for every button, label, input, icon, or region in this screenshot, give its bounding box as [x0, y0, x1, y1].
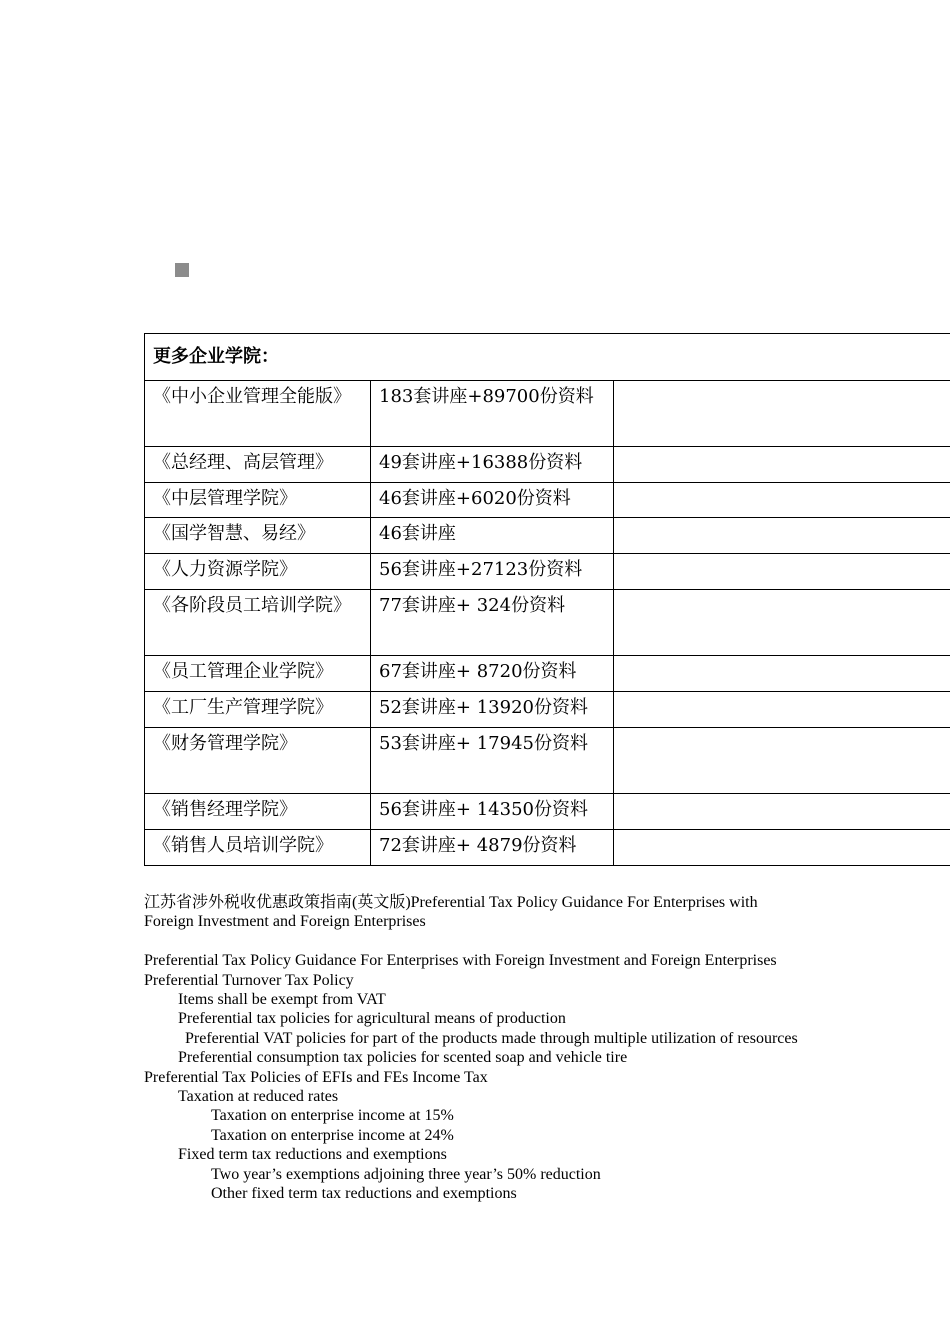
academy-content: 53套讲座+ 17945份资料	[371, 728, 614, 794]
academy-content: 46套讲座	[371, 518, 614, 554]
list-subitem: Taxation on enterprise income at 24%	[211, 1126, 454, 1144]
academy-extra	[614, 692, 950, 728]
table-row	[145, 728, 950, 794]
academy-name: 《人力资源学院》	[145, 554, 371, 590]
academy-extra	[614, 656, 950, 692]
academy-name: 《中层管理学院》	[145, 483, 371, 518]
list-subitem: Other fixed term tax reductions and exemptions	[211, 1185, 517, 1203]
academy-name: 《国学智慧、易经》	[145, 518, 371, 554]
section-heading-income-tax: Preferential Tax Policies of EFIs and FEs Income Tax	[144, 1068, 488, 1086]
academy-content: 46套讲座+6020份资料	[371, 483, 614, 518]
academy-extra	[614, 447, 950, 483]
list-item: Items shall be exempt from VAT	[178, 991, 386, 1009]
academy-name: 《工厂生产管理学院》	[145, 692, 371, 728]
table-row	[145, 830, 950, 866]
academy-name: 《总经理、高层管理》	[145, 447, 371, 483]
academy-content: 183套讲座+89700份资料	[371, 381, 614, 447]
table-row	[145, 656, 950, 692]
table-row	[145, 381, 950, 447]
section-heading-turnover: Preferential Turnover Tax Policy	[144, 971, 354, 989]
list-item: Preferential consumption tax policies for scented soap and vehicle tire	[178, 1049, 628, 1067]
table-row	[145, 692, 950, 728]
document-heading: Preferential Tax Policy Guidance For Enterprises with Foreign Investment and Foreign Enterprises	[144, 952, 777, 970]
table-row	[145, 447, 950, 483]
academy-extra	[614, 483, 950, 518]
academy-content: 67套讲座+ 8720份资料	[371, 656, 614, 692]
list-item-text: Preferential VAT policies for part of the products made through multiple utilization of resources	[185, 1029, 798, 1047]
table-row	[145, 518, 950, 554]
academy-name: 《员工管理企业学院》	[145, 656, 371, 692]
academy-extra	[614, 518, 950, 554]
list-item: Preferential tax policies for agricultural means of production	[178, 1010, 566, 1028]
academy-name: 《各阶段员工培训学院》	[145, 590, 371, 656]
table-row	[145, 554, 950, 590]
table-row	[145, 794, 950, 830]
list-item: Fixed term tax reductions and exemptions	[178, 1146, 447, 1164]
table-header-row	[145, 334, 950, 381]
academy-extra	[614, 830, 950, 866]
academy-name: 《财务管理学院》	[145, 728, 371, 794]
academy-content: 52套讲座+ 13920份资料	[371, 692, 614, 728]
list-subitem: Taxation on enterprise income at 15%	[211, 1107, 454, 1125]
academy-content: 49套讲座+16388份资料	[371, 447, 614, 483]
academy-extra	[614, 381, 950, 447]
academy-table	[144, 333, 950, 866]
list-subitem: Two year’s exemptions adjoining three year’s 50% reduction	[211, 1165, 601, 1183]
academy-content: 77套讲座+ 324份资料	[371, 590, 614, 656]
table-row	[145, 483, 950, 518]
academy-extra	[614, 728, 950, 794]
table-header: 更多企业学院：	[145, 334, 950, 381]
academy-extra	[614, 554, 950, 590]
list-item	[144, 1029, 806, 1048]
list-item: Taxation at reduced rates	[178, 1088, 339, 1106]
table-row	[145, 590, 950, 656]
academy-name: 《销售经理学院》	[145, 794, 371, 830]
academy-extra	[614, 590, 950, 656]
academy-content: 56套讲座+ 14350份资料	[371, 794, 614, 830]
academy-name: 《中小企业管理全能版》	[145, 381, 371, 447]
academy-content: 72套讲座+ 4879份资料	[371, 830, 614, 866]
academy-extra	[614, 794, 950, 830]
academy-content: 56套讲座+27123份资料	[371, 554, 614, 590]
academy-name: 《销售人员培训学院》	[145, 830, 371, 866]
document-body	[144, 893, 806, 1203]
document-title: 江苏省涉外税收优惠政策指南(英文版)Preferential Tax Policy Guidance For Enterprises with Foreign Investment and Foreign Enterprises	[144, 894, 758, 931]
bullet-square-icon	[175, 263, 189, 277]
